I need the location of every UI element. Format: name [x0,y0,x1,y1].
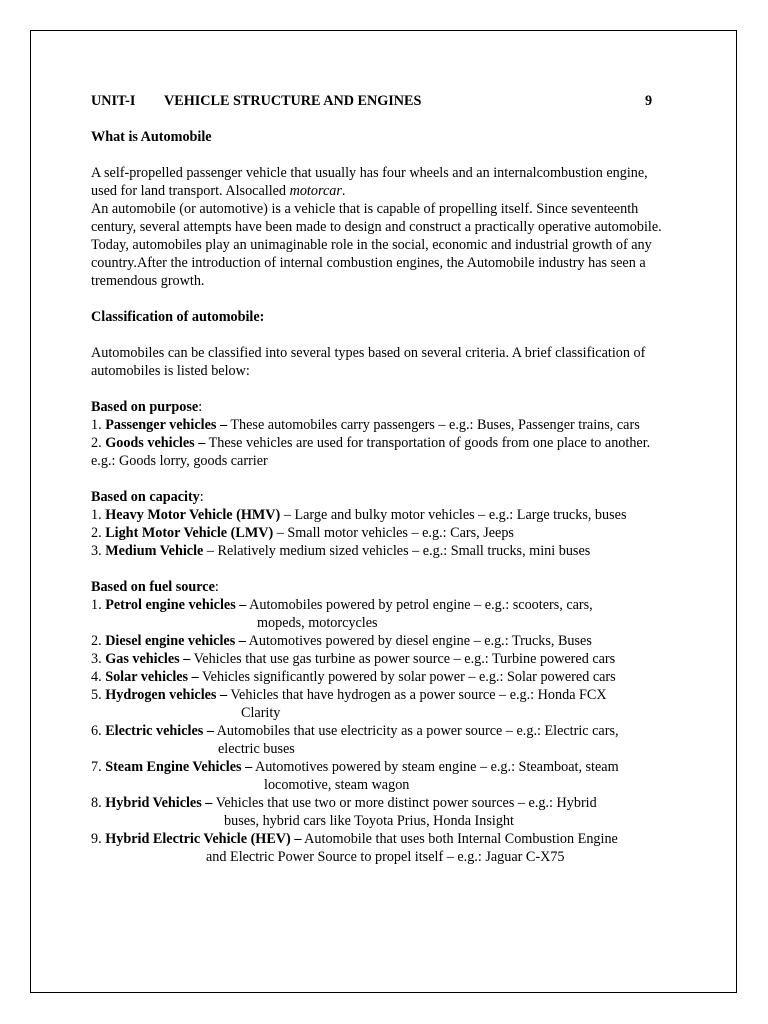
unit-label: UNIT-I [91,93,136,109]
heading-based-on-fuel-source: Based on fuel source: [91,579,219,595]
paragraph-definition: A self-propelled passenger vehicle that usually has four wheels and an internalcombustion engine, used for land transport. Alsocalled motorcar. [91,165,648,199]
heading-based-on-purpose: Based on purpose: [91,399,203,415]
paragraph-history: An automobile (or automotive) is a vehicle that is capable of propelling itself. Since seventeenth century, several attempts have been made to design and construct a practically operative automobile. [91,201,662,235]
list-item: 4. Solar vehicles – Vehicles significantly powered by solar power – e.g.: Solar powered cars [91,669,616,685]
list-item: 2. Diesel engine vehicles – Automotives powered by diesel engine – e.g.: Trucks, Buses [91,633,592,649]
classification-intro: Automobiles can be classified into several types based on several criteria. A brief classification of automobiles is listed below: [91,345,646,379]
list-item: 5. Hydrogen vehicles – Vehicles that have hydrogen as a power source – e.g.: Honda FCX Clarity [91,687,607,721]
heading-classification: Classification of automobile: [91,309,265,325]
list-item: 2. Light Motor Vehicle (LMV) – Small motor vehicles – e.g.: Cars, Jeeps [91,525,514,541]
list-item: 3. Medium Vehicle – Relatively medium sized vehicles – e.g.: Small trucks, mini buses [91,543,591,559]
list-item: 1. Passenger vehicles – These automobiles carry passengers – e.g.: Buses, Passenger trains, cars [91,417,640,433]
list-item: 7. Steam Engine Vehicles – Automotives powered by steam engine – e.g.: Steamboat, steam locomotive, steam wagon [91,759,619,793]
list-item: 6. Electric vehicles – Automobiles that use electricity as a power source – e.g.: Electric cars, electric buses [91,723,619,757]
list-item: 2. Goods vehicles – These vehicles are used for transportation of goods from one place to another. e.g.: Goods lorry, goods carrier [91,435,651,469]
document-body [91,92,671,866]
list-item: 9. Hybrid Electric Vehicle (HEV) – Automobile that uses both Internal Combustion Engine and Electric Power Source to propel itself – e.g.: Jaguar C-X75 [91,831,618,865]
list-item: 3. Gas vehicles – Vehicles that use gas turbine as power source – e.g.: Turbine powered cars [91,651,616,667]
heading-based-on-capacity: Based on capacity: [91,489,204,505]
heading-what-is-automobile: What is Automobile [91,129,212,145]
paragraph-role: Today, automobiles play an unimaginable role in the social, economic and industrial growth of any country.After the introduction of internal combustion engines, the Automobile industry has seen a tremendous growth. [91,237,652,289]
list-item: 8. Hybrid Vehicles – Vehicles that use two or more distinct power sources – e.g.: Hybrid buses, hybrid cars like Toyota Prius, Honda Insight [91,795,597,829]
list-item: 1. Heavy Motor Vehicle (HMV) – Large and bulky motor vehicles – e.g.: Large trucks, buses [91,507,627,523]
list-item: 1. Petrol engine vehicles – Automobiles powered by petrol engine – e.g.: scooters, cars, mopeds, motorcycles [91,597,593,631]
page-number: 9 [645,93,653,109]
unit-title: VEHICLE STRUCTURE AND ENGINES [164,93,422,109]
page-header [91,92,671,110]
